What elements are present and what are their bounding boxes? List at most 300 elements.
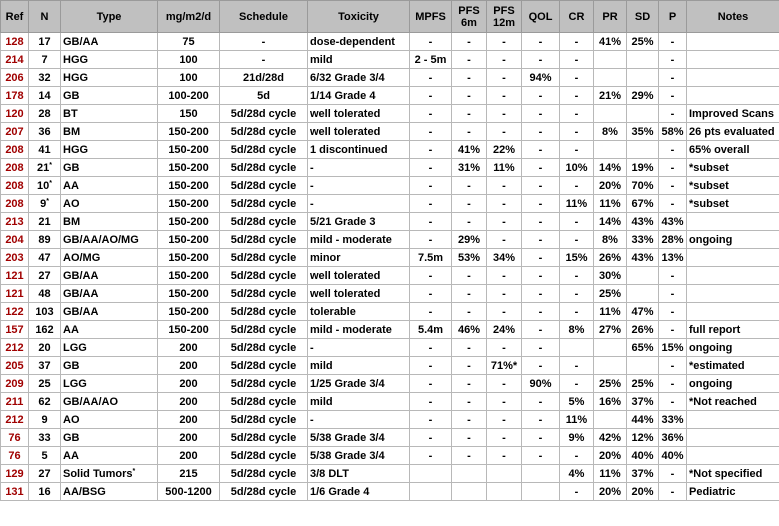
cell-n: 28 <box>29 105 61 123</box>
cell-type: BT <box>61 105 158 123</box>
cell-qol <box>522 465 560 483</box>
cell-schedule: 5d/28d cycle <box>220 339 308 357</box>
cell-pfs-6m: - <box>452 447 487 465</box>
table-row <box>1 375 779 393</box>
cell-pfs-6m: - <box>452 375 487 393</box>
cell-type: BM <box>61 123 158 141</box>
cell-dose: 215 <box>158 465 220 483</box>
cell-sd <box>627 51 659 69</box>
cell-notes: *subset <box>687 177 779 195</box>
cell-dose: 150-200 <box>158 177 220 195</box>
cell-cr: - <box>560 51 594 69</box>
cell-schedule: 5d/28d cycle <box>220 393 308 411</box>
cell-pfs-6m: - <box>452 285 487 303</box>
cell-cr <box>560 339 594 357</box>
cell-dose: 150-200 <box>158 213 220 231</box>
cell-toxicity: minor <box>308 249 410 267</box>
cell-dose: 200 <box>158 429 220 447</box>
cell-ref: 120 <box>1 105 29 123</box>
cell-ref: 128 <box>1 33 29 51</box>
cell-toxicity: 1/14 Grade 4 <box>308 87 410 105</box>
cell-pr: 11% <box>594 195 627 213</box>
table-row <box>1 393 779 411</box>
cell-dose: 150-200 <box>158 285 220 303</box>
cell-dose: 75 <box>158 33 220 51</box>
cell-n: 16 <box>29 483 61 501</box>
cell-qol: - <box>522 393 560 411</box>
cell-sd <box>627 141 659 159</box>
cell-qol: 94% <box>522 69 560 87</box>
cell-qol: - <box>522 123 560 141</box>
cell-schedule: 5d/28d cycle <box>220 411 308 429</box>
cell-type: BM <box>61 213 158 231</box>
cell-schedule: 5d/28d cycle <box>220 195 308 213</box>
cell-qol: - <box>522 321 560 339</box>
cell-notes <box>687 411 779 429</box>
cell-dose: 100 <box>158 69 220 87</box>
cell-ref: 178 <box>1 87 29 105</box>
cell-toxicity: mild <box>308 51 410 69</box>
cell-p: 33% <box>659 411 687 429</box>
cell-n: 27 <box>29 465 61 483</box>
cell-qol: - <box>522 105 560 123</box>
cell-ref: 121 <box>1 267 29 285</box>
cell-cr: 8% <box>560 321 594 339</box>
cell-type: AA/BSG <box>61 483 158 501</box>
cell-ref: 122 <box>1 303 29 321</box>
cell-pfs-12m: - <box>487 429 522 447</box>
cell-schedule: 5d/28d cycle <box>220 285 308 303</box>
cell-qol: 90% <box>522 375 560 393</box>
cell-sd: 20% <box>627 483 659 501</box>
cell-cr: - <box>560 87 594 105</box>
header-toxicity: Toxicity <box>308 1 410 33</box>
cell-type: GB <box>61 429 158 447</box>
cell-cr: - <box>560 231 594 249</box>
cell-sd: 43% <box>627 213 659 231</box>
cell-schedule: 5d/28d cycle <box>220 123 308 141</box>
cell-sd: 12% <box>627 429 659 447</box>
cell-qol: - <box>522 411 560 429</box>
cell-notes <box>687 51 779 69</box>
cell-sd: 43% <box>627 249 659 267</box>
table-row <box>1 321 779 339</box>
cell-cr: - <box>560 267 594 285</box>
table-row <box>1 483 779 501</box>
cell-pr: 8% <box>594 123 627 141</box>
cell-n: 103 <box>29 303 61 321</box>
cell-type: AO/MG <box>61 249 158 267</box>
cell-qol: - <box>522 231 560 249</box>
cell-p: 36% <box>659 429 687 447</box>
cell-cr: - <box>560 375 594 393</box>
table-row <box>1 51 779 69</box>
cell-sd <box>627 105 659 123</box>
cell-dose: 150-200 <box>158 249 220 267</box>
cell-p: - <box>659 105 687 123</box>
cell-p: 28% <box>659 231 687 249</box>
cell-notes: ongoing <box>687 231 779 249</box>
table-row <box>1 267 779 285</box>
table-row <box>1 429 779 447</box>
cell-ref: 76 <box>1 429 29 447</box>
cell-ref: 204 <box>1 231 29 249</box>
cell-toxicity: dose-dependent <box>308 33 410 51</box>
cell-cr: - <box>560 213 594 231</box>
cell-qol: - <box>522 33 560 51</box>
cell-mpfs: - <box>410 429 452 447</box>
cell-notes: ongoing <box>687 375 779 393</box>
cell-ref: 203 <box>1 249 29 267</box>
cell-n: 9 <box>29 411 61 429</box>
header-row <box>1 1 779 33</box>
table-row <box>1 357 779 375</box>
cell-sd: 47% <box>627 303 659 321</box>
cell-sd: 37% <box>627 465 659 483</box>
cell-n: 27 <box>29 267 61 285</box>
cell-toxicity: mild <box>308 393 410 411</box>
cell-cr: - <box>560 357 594 375</box>
cell-type: GB/AA/AO/MG <box>61 231 158 249</box>
cell-pr <box>594 105 627 123</box>
cell-mpfs: - <box>410 213 452 231</box>
table-row <box>1 141 779 159</box>
cell-qol: - <box>522 267 560 285</box>
cell-sd: 25% <box>627 33 659 51</box>
cell-schedule: 5d/28d cycle <box>220 213 308 231</box>
cell-mpfs: - <box>410 195 452 213</box>
cell-ref: 212 <box>1 411 29 429</box>
cell-schedule: 5d/28d cycle <box>220 249 308 267</box>
cell-pfs-6m: - <box>452 33 487 51</box>
cell-p: - <box>659 33 687 51</box>
cell-n: 21* <box>29 159 61 177</box>
cell-n: 17 <box>29 33 61 51</box>
cell-pfs-12m <box>487 483 522 501</box>
cell-notes: Pediatric <box>687 483 779 501</box>
cell-pfs-12m: - <box>487 177 522 195</box>
cell-dose: 150-200 <box>158 321 220 339</box>
cell-toxicity: - <box>308 177 410 195</box>
cell-pfs-12m: - <box>487 213 522 231</box>
cell-toxicity: mild <box>308 357 410 375</box>
cell-pr: 25% <box>594 375 627 393</box>
cell-dose: 200 <box>158 411 220 429</box>
cell-sd: 33% <box>627 231 659 249</box>
cell-toxicity: mild - moderate <box>308 321 410 339</box>
cell-p: - <box>659 393 687 411</box>
cell-pfs-12m: - <box>487 123 522 141</box>
cell-pfs-12m: - <box>487 303 522 321</box>
header-ref: Ref <box>1 1 29 33</box>
cell-type: GB/AA <box>61 267 158 285</box>
cell-pfs-12m: - <box>487 339 522 357</box>
cell-pfs-6m: - <box>452 339 487 357</box>
cell-pr: 14% <box>594 213 627 231</box>
cell-schedule: 5d/28d cycle <box>220 231 308 249</box>
cell-pr: 41% <box>594 33 627 51</box>
cell-toxicity: 1/25 Grade 3/4 <box>308 375 410 393</box>
cell-mpfs: 2 - 5m <box>410 51 452 69</box>
cell-type: GB <box>61 357 158 375</box>
cell-schedule: 5d/28d cycle <box>220 159 308 177</box>
cell-schedule: 5d/28d cycle <box>220 141 308 159</box>
cell-sd: 67% <box>627 195 659 213</box>
cell-notes <box>687 303 779 321</box>
cell-cr: 11% <box>560 411 594 429</box>
cell-qol: - <box>522 357 560 375</box>
cell-mpfs: - <box>410 33 452 51</box>
cell-toxicity: - <box>308 411 410 429</box>
cell-ref: 213 <box>1 213 29 231</box>
cell-cr: - <box>560 123 594 141</box>
table-row <box>1 195 779 213</box>
cell-dose: 200 <box>158 357 220 375</box>
cell-ref: 212 <box>1 339 29 357</box>
cell-pfs-12m <box>487 465 522 483</box>
cell-toxicity: 5/38 Grade 3/4 <box>308 429 410 447</box>
cell-pr: 26% <box>594 249 627 267</box>
cell-p: - <box>659 141 687 159</box>
cell-n: 62 <box>29 393 61 411</box>
cell-pr <box>594 339 627 357</box>
table-row <box>1 339 779 357</box>
cell-notes: ongoing <box>687 339 779 357</box>
cell-cr: 11% <box>560 195 594 213</box>
table-row <box>1 465 779 483</box>
cell-p: - <box>659 321 687 339</box>
cell-ref: 209 <box>1 375 29 393</box>
cell-pfs-6m: - <box>452 177 487 195</box>
cell-pfs-12m: 11% <box>487 159 522 177</box>
cell-mpfs: 5.4m <box>410 321 452 339</box>
cell-pfs-6m: - <box>452 105 487 123</box>
table-row <box>1 411 779 429</box>
cell-cr: 5% <box>560 393 594 411</box>
cell-n: 7 <box>29 51 61 69</box>
cell-notes: *estimated <box>687 357 779 375</box>
cell-n: 5 <box>29 447 61 465</box>
cell-sd: 25% <box>627 375 659 393</box>
cell-cr: - <box>560 483 594 501</box>
cell-notes <box>687 447 779 465</box>
cell-dose: 200 <box>158 339 220 357</box>
cell-pfs-12m: - <box>487 447 522 465</box>
table-row <box>1 177 779 195</box>
cell-pr: 11% <box>594 303 627 321</box>
table-row <box>1 249 779 267</box>
cell-qol: - <box>522 285 560 303</box>
cell-mpfs: - <box>410 69 452 87</box>
cell-ref: 121 <box>1 285 29 303</box>
cell-toxicity: well tolerated <box>308 105 410 123</box>
cell-p: - <box>659 483 687 501</box>
cell-dose: 150-200 <box>158 195 220 213</box>
cell-mpfs: - <box>410 357 452 375</box>
cell-toxicity: well tolerated <box>308 267 410 285</box>
cell-cr: 15% <box>560 249 594 267</box>
cell-qol: - <box>522 249 560 267</box>
cell-type: LGG <box>61 375 158 393</box>
cell-pfs-6m: - <box>452 303 487 321</box>
cell-p: - <box>659 51 687 69</box>
cell-dose: 200 <box>158 393 220 411</box>
cell-pfs-12m: - <box>487 231 522 249</box>
cell-pfs-12m: - <box>487 105 522 123</box>
cell-sd: 40% <box>627 447 659 465</box>
cell-schedule: 5d/28d cycle <box>220 375 308 393</box>
header-pr: PR <box>594 1 627 33</box>
cell-cr: 9% <box>560 429 594 447</box>
cell-n: 37 <box>29 357 61 375</box>
table-row <box>1 159 779 177</box>
cell-pfs-6m: 31% <box>452 159 487 177</box>
cell-type: HGG <box>61 51 158 69</box>
cell-mpfs: - <box>410 177 452 195</box>
cell-cr: - <box>560 105 594 123</box>
cell-dose: 100-200 <box>158 87 220 105</box>
cell-schedule: 5d/28d cycle <box>220 177 308 195</box>
header-n: N <box>29 1 61 33</box>
cell-cr: - <box>560 33 594 51</box>
cell-schedule: 5d/28d cycle <box>220 447 308 465</box>
cell-pr: 30% <box>594 267 627 285</box>
cell-dose: 500-1200 <box>158 483 220 501</box>
cell-n: 41 <box>29 141 61 159</box>
cell-pfs-6m <box>452 483 487 501</box>
table-row <box>1 231 779 249</box>
cell-mpfs: - <box>410 231 452 249</box>
table-body <box>1 33 779 501</box>
cell-pfs-12m: 24% <box>487 321 522 339</box>
cell-dose: 150-200 <box>158 123 220 141</box>
cell-p: - <box>659 159 687 177</box>
cell-cr: - <box>560 177 594 195</box>
cell-pfs-6m: 53% <box>452 249 487 267</box>
cell-ref: 131 <box>1 483 29 501</box>
table-row <box>1 447 779 465</box>
cell-pfs-12m: - <box>487 69 522 87</box>
cell-pfs-6m: - <box>452 51 487 69</box>
cell-pfs-6m: - <box>452 195 487 213</box>
cell-pr: 11% <box>594 465 627 483</box>
cell-p: - <box>659 87 687 105</box>
cell-p: 40% <box>659 447 687 465</box>
cell-cr: - <box>560 285 594 303</box>
table-row <box>1 105 779 123</box>
cell-toxicity: 3/8 DLT <box>308 465 410 483</box>
cell-mpfs: - <box>410 447 452 465</box>
cell-notes <box>687 33 779 51</box>
header-pfs-6m: PFS 6m <box>452 1 487 33</box>
cell-schedule: 5d/28d cycle <box>220 429 308 447</box>
cell-n: 32 <box>29 69 61 87</box>
cell-ref: 214 <box>1 51 29 69</box>
table-row <box>1 123 779 141</box>
cell-pfs-12m: - <box>487 285 522 303</box>
cell-notes <box>687 429 779 447</box>
table-row <box>1 285 779 303</box>
cell-notes: 26 pts evaluated <box>687 123 779 141</box>
cell-pfs-6m: - <box>452 213 487 231</box>
cell-pr: 20% <box>594 177 627 195</box>
header-notes: Notes <box>687 1 779 33</box>
cell-p: 13% <box>659 249 687 267</box>
cell-cr: - <box>560 141 594 159</box>
cell-n: 47 <box>29 249 61 267</box>
cell-qol: - <box>522 339 560 357</box>
cell-pr <box>594 411 627 429</box>
header-qol: QOL <box>522 1 560 33</box>
cell-pfs-6m: - <box>452 87 487 105</box>
cell-schedule: 5d/28d cycle <box>220 105 308 123</box>
cell-toxicity: tolerable <box>308 303 410 321</box>
header-p: P <box>659 1 687 33</box>
cell-n: 25 <box>29 375 61 393</box>
cell-mpfs: - <box>410 123 452 141</box>
cell-type: HGG <box>61 69 158 87</box>
cell-pfs-12m: 34% <box>487 249 522 267</box>
header-mpfs: MPFS <box>410 1 452 33</box>
cell-pr: 8% <box>594 231 627 249</box>
table-row <box>1 213 779 231</box>
cell-toxicity: well tolerated <box>308 285 410 303</box>
cell-type: GB <box>61 159 158 177</box>
cell-pr <box>594 141 627 159</box>
cell-pfs-6m: - <box>452 357 487 375</box>
cell-qol: - <box>522 429 560 447</box>
cell-notes: 65% overall <box>687 141 779 159</box>
cell-pr: 20% <box>594 447 627 465</box>
cell-qol: - <box>522 195 560 213</box>
cell-schedule: 5d/28d cycle <box>220 267 308 285</box>
cell-cr: - <box>560 447 594 465</box>
cell-schedule: 5d/28d cycle <box>220 357 308 375</box>
cell-schedule: 5d <box>220 87 308 105</box>
cell-dose: 100 <box>158 51 220 69</box>
cell-sd <box>627 285 659 303</box>
cell-qol: - <box>522 87 560 105</box>
cell-toxicity: - <box>308 159 410 177</box>
cell-schedule: 5d/28d cycle <box>220 303 308 321</box>
cell-pfs-12m: - <box>487 411 522 429</box>
table-row <box>1 303 779 321</box>
cell-pr <box>594 51 627 69</box>
cell-ref: 208 <box>1 141 29 159</box>
cell-sd: 26% <box>627 321 659 339</box>
cell-notes <box>687 87 779 105</box>
header-sd: SD <box>627 1 659 33</box>
cell-mpfs: - <box>410 393 452 411</box>
header-schedule: Schedule <box>220 1 308 33</box>
cell-pr: 27% <box>594 321 627 339</box>
cell-p: - <box>659 267 687 285</box>
cell-pfs-12m: 22% <box>487 141 522 159</box>
cell-ref: 157 <box>1 321 29 339</box>
cell-pfs-6m: - <box>452 393 487 411</box>
cell-pfs-6m: - <box>452 411 487 429</box>
cell-ref: 205 <box>1 357 29 375</box>
cell-mpfs <box>410 483 452 501</box>
cell-type: AO <box>61 411 158 429</box>
cell-mpfs: - <box>410 267 452 285</box>
cell-ref: 76 <box>1 447 29 465</box>
cell-sd: 70% <box>627 177 659 195</box>
cell-notes: full report <box>687 321 779 339</box>
cell-type: GB/AA <box>61 33 158 51</box>
cell-sd <box>627 69 659 87</box>
cell-dose: 150-200 <box>158 231 220 249</box>
